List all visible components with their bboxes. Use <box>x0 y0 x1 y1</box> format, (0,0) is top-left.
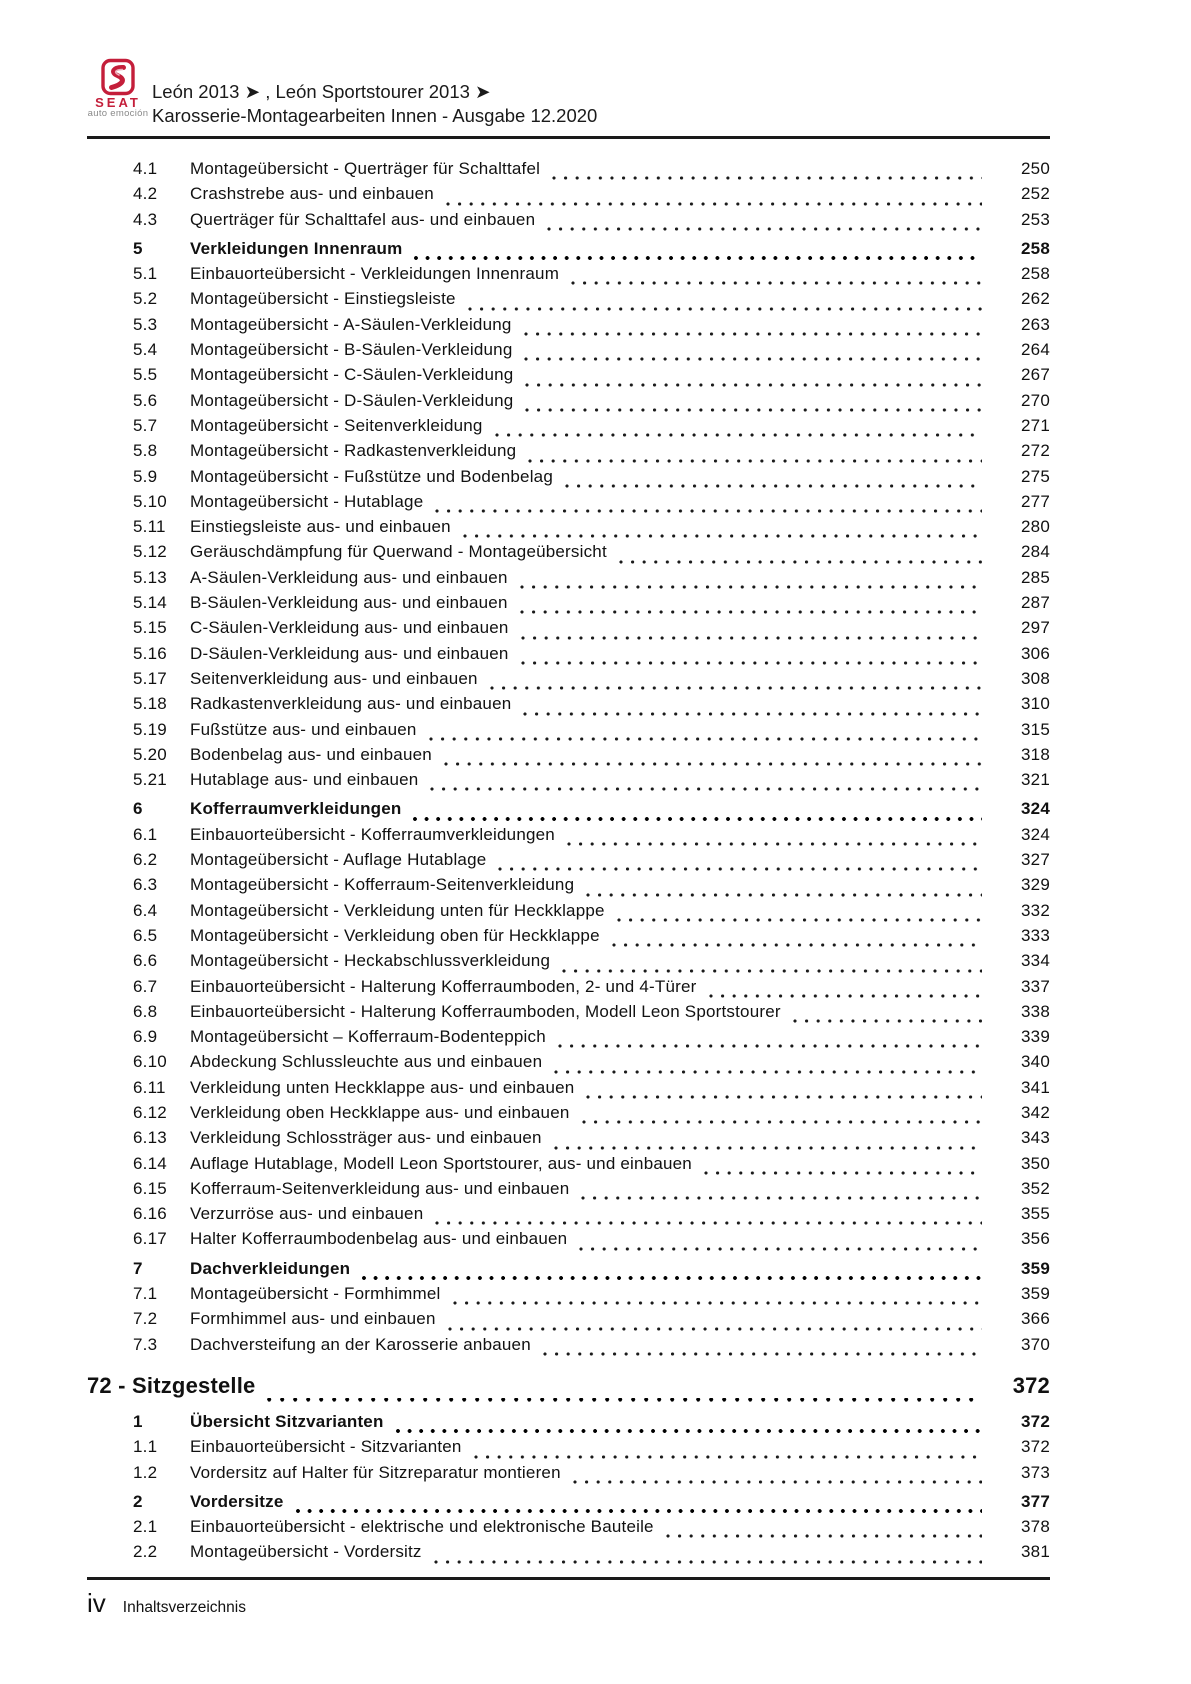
toc-entry-title: 72 - Sitzgestelle <box>87 1372 256 1398</box>
toc-row[interactable] <box>87 416 1050 441</box>
toc-entry-number: 5.13 <box>133 567 167 587</box>
toc-entry-page: 356 <box>992 1229 1050 1684</box>
toc-row[interactable] <box>87 1204 1050 1229</box>
toc-row[interactable] <box>87 1078 1050 1103</box>
toc-entry-title: Bodenbelag aus- und einbauen <box>190 744 432 764</box>
toc-entry-number: 6 <box>133 799 143 819</box>
dot-leader <box>528 459 982 463</box>
dot-leader <box>296 1509 982 1513</box>
toc-entry-page: 332 <box>992 901 1050 1684</box>
dot-leader <box>543 1352 982 1356</box>
toc-entry-title: Verkleidung oben Heckklappe aus- und einbauen <box>190 1102 570 1122</box>
toc-row[interactable] <box>87 517 1050 542</box>
toc-entry-number: 5.14 <box>133 593 167 613</box>
dot-leader <box>267 1398 976 1402</box>
toc-row[interactable] <box>87 1542 1050 1567</box>
toc-entry-page: 333 <box>992 926 1050 1684</box>
toc-entry-page: 377 <box>992 1492 1050 1684</box>
toc-row[interactable] <box>87 340 1050 365</box>
toc-entry-page: 263 <box>992 315 1050 1684</box>
dot-leader <box>619 560 982 564</box>
toc-row[interactable] <box>87 239 1050 264</box>
dot-leader <box>523 712 982 716</box>
dot-leader <box>414 256 982 260</box>
toc-entry-title: Montageübersicht - Auflage Hutablage <box>190 850 487 870</box>
toc-entry-title: Verkleidung Schlossträger aus- und einbauen <box>190 1128 542 1148</box>
toc-entry-title: D-Säulen-Verkleidung aus- und einbauen <box>190 643 509 663</box>
toc-entry-title: Montageübersicht - C-Säulen-Verkleidung <box>190 365 514 385</box>
toc-row[interactable] <box>87 1229 1050 1254</box>
toc-entry-page: 275 <box>992 467 1050 1684</box>
toc-entry-page: 338 <box>992 1002 1050 1684</box>
toc-entry-number: 6.7 <box>133 976 158 996</box>
toc-entry-title: Fußstütze aus- und einbauen <box>190 719 417 739</box>
toc-entry-number: 6.17 <box>133 1229 167 1249</box>
toc-row[interactable] <box>87 568 1050 593</box>
toc-entry-title: Einbauorteübersicht - Kofferraumverkleidungen <box>190 824 555 844</box>
toc-row[interactable] <box>87 1437 1050 1462</box>
toc-entry-title: Montageübersicht - Querträger für Schalttafel <box>190 159 541 178</box>
toc-entry-title: Verkleidung unten Heckklappe aus- und einbauen <box>190 1077 575 1097</box>
toc-entry-page: 373 <box>992 1463 1050 1684</box>
toc-entry-title: Montageübersicht - B-Säulen-Verkleidung <box>190 340 513 360</box>
toc-entry-title: Montageübersicht - Formhimmel <box>190 1284 441 1304</box>
dot-leader <box>453 1301 983 1305</box>
toc-row[interactable] <box>87 1412 1050 1437</box>
toc-entry-number: 5.2 <box>133 289 158 309</box>
toc-row[interactable] <box>87 1103 1050 1128</box>
dot-leader <box>463 534 982 538</box>
toc-row[interactable] <box>87 467 1050 492</box>
toc-entry-title: C-Säulen-Verkleidung aus- und einbauen <box>190 618 509 638</box>
dot-leader <box>582 1120 983 1124</box>
toc-entry-number: 6.11 <box>133 1077 166 1097</box>
toc-entry-page: 264 <box>992 340 1050 1684</box>
toc-entry-title: Geräuschdämpfung für Querwand - Montageübersicht <box>190 542 607 562</box>
toc-entry-title: Einbauorteübersicht - Sitzvarianten <box>190 1437 462 1457</box>
toc-entry-number: 6.13 <box>133 1128 167 1148</box>
toc-entry-title: Einbauorteübersicht - Verkleidungen Innenraum <box>190 264 560 284</box>
toc-entry-title: Montageübersicht - Fußstütze und Bodenbelag <box>190 466 553 486</box>
toc-entry-number: 2 <box>133 1491 143 1511</box>
dot-leader <box>520 610 982 614</box>
toc-entry-number: 5.10 <box>133 491 167 511</box>
dot-leader <box>793 1019 982 1023</box>
dot-leader <box>666 1534 982 1538</box>
dot-leader <box>552 176 982 180</box>
toc-entry-title: Formhimmel aus- und einbauen <box>190 1309 436 1329</box>
toc-entry-number: 6.16 <box>133 1204 167 1224</box>
toc-row[interactable] <box>87 850 1050 875</box>
toc-entry-page: 252 <box>992 184 1050 1684</box>
toc-entry-page: 359 <box>992 1284 1050 1684</box>
toc-row[interactable] <box>87 1373 1050 1407</box>
toc-entry-title: Radkastenverkleidung aus- und einbauen <box>190 694 512 714</box>
toc-entry-page: 253 <box>992 210 1050 1684</box>
seat-slogan: auto emoción <box>87 108 149 119</box>
toc-entry-page: 270 <box>992 391 1050 1684</box>
dot-leader <box>520 585 982 589</box>
toc-entry-page: 381 <box>992 1542 1050 1684</box>
toc-entry-title: Montageübersicht - Hutablage <box>190 491 424 511</box>
toc-entry-page: 306 <box>992 644 1050 1684</box>
dot-leader <box>565 484 982 488</box>
toc-entry-number: 1.2 <box>133 1462 158 1482</box>
footer-label: Inhaltsverzeichnis <box>122 1599 246 1616</box>
toc-entry-page: 271 <box>992 416 1050 1684</box>
dot-leader <box>490 686 982 690</box>
toc-entry-page: 372 <box>992 1412 1050 1684</box>
toc-entry-number: 1 <box>133 1411 143 1431</box>
toc-entry-page: 339 <box>992 1027 1050 1684</box>
toc-entry-title: Halter Kofferraumbodenbelag aus- und einbauen <box>190 1229 568 1249</box>
toc-entry-page: 308 <box>992 669 1050 1684</box>
toc-entry-number: 5.3 <box>133 314 158 334</box>
dot-leader <box>573 1480 982 1484</box>
toc-row[interactable] <box>87 1463 1050 1488</box>
toc-entry-page: 372 <box>986 1373 1050 1684</box>
toc-row[interactable] <box>87 1154 1050 1179</box>
header-title-models: León 2013 ➤ , León Sportstourer 2013 ➤ <box>152 81 491 102</box>
toc-entry-number: 4.1 <box>133 159 158 178</box>
toc-row[interactable] <box>87 644 1050 669</box>
toc-row[interactable] <box>87 1284 1050 1309</box>
toc-entry-page: 284 <box>992 542 1050 1684</box>
header-divider <box>87 136 1050 139</box>
toc-entry-number: 4.3 <box>133 209 158 229</box>
toc-entry-number: 6.3 <box>133 875 158 895</box>
toc-entry-title: Kofferraumverkleidungen <box>190 799 402 819</box>
toc-entry-number: 6.9 <box>133 1027 158 1047</box>
toc-entry-number: 4.2 <box>133 184 158 204</box>
toc-row[interactable] <box>87 901 1050 926</box>
toc-entry-title: Montageübersicht - Verkleidung unten für Heckklappe <box>190 900 605 920</box>
toc-row[interactable] <box>87 1027 1050 1052</box>
toc-entry-title: Auflage Hutablage, Modell Leon Sportstourer, aus- und einbauen <box>190 1153 692 1173</box>
toc-entry-title: Verkleidungen Innenraum <box>190 238 403 258</box>
toc-entry-title: A-Säulen-Verkleidung aus- und einbauen <box>190 567 508 587</box>
toc-entry-page: 267 <box>992 365 1050 1684</box>
toc-entry-page: 297 <box>992 618 1050 1684</box>
toc-row[interactable] <box>87 315 1050 340</box>
toc-row[interactable] <box>87 441 1050 466</box>
toc-entry-number: 6.5 <box>133 925 158 945</box>
toc-entry-number: 7.2 <box>133 1309 158 1329</box>
seat-wordmark: SEAT <box>95 95 141 110</box>
toc-entry-page: 287 <box>992 593 1050 1684</box>
toc-row[interactable] <box>87 1309 1050 1334</box>
toc-entry-number: 6.6 <box>133 951 158 971</box>
toc-entry-number: 6.8 <box>133 1001 158 1021</box>
toc-entry-number: 1.1 <box>133 1437 158 1457</box>
toc-entry-title: Abdeckung Schlussleuchte aus und einbauen <box>190 1052 543 1072</box>
toc-entry-title: Montageübersicht – Kofferraum-Bodenteppich <box>190 1027 546 1047</box>
toc-entry-page: 359 <box>992 1259 1050 1684</box>
toc-entry-page: 355 <box>992 1204 1050 1684</box>
toc-entry-number: 5.5 <box>133 365 158 385</box>
toc-entry-page: 310 <box>992 694 1050 1684</box>
toc-entry-number: 5.15 <box>133 618 167 638</box>
toc-row[interactable] <box>87 745 1050 770</box>
toc-row[interactable] <box>87 1179 1050 1204</box>
toc-entry-number: 2.2 <box>133 1542 158 1562</box>
toc-entry-title: Montageübersicht - Kofferraum-Seitenverkleidung <box>190 875 575 895</box>
dot-leader <box>524 357 982 361</box>
dot-leader <box>547 227 982 231</box>
toc-entry-title: Montageübersicht - Einstiegsleiste <box>190 289 456 309</box>
toc-entry-title: Seitenverkleidung aus- und einbauen <box>190 668 478 688</box>
toc-row[interactable] <box>87 1259 1050 1284</box>
dot-leader <box>446 202 982 206</box>
toc-entry-number: 5.16 <box>133 643 167 663</box>
toc-row[interactable] <box>87 618 1050 643</box>
toc-entry-number: 5.21 <box>133 770 167 790</box>
toc-entry-title: Verzurröse aus- und einbauen <box>190 1204 424 1224</box>
toc-entry-number: 7.3 <box>133 1334 158 1354</box>
dot-leader <box>567 842 982 846</box>
dot-leader <box>430 787 982 791</box>
dot-leader <box>524 332 982 336</box>
toc-entry-title: Querträger für Schalttafel aus- und einbauen <box>190 209 536 229</box>
toc-row[interactable] <box>87 210 1050 235</box>
dot-leader <box>562 969 982 973</box>
toc-entry-page: 337 <box>992 977 1050 1684</box>
dot-leader <box>434 1560 982 1564</box>
dot-leader <box>709 994 982 998</box>
toc-entry-title: Dachverkleidungen <box>190 1258 351 1278</box>
toc-entry-number: 6.4 <box>133 900 158 920</box>
toc-entry-page: 340 <box>992 1052 1050 1684</box>
toc-row[interactable] <box>87 264 1050 289</box>
toc-entry-number: 6.2 <box>133 850 158 870</box>
toc-entry-page: 324 <box>992 825 1050 1684</box>
toc-entry-page: 324 <box>992 799 1050 1684</box>
toc-entry-page: 258 <box>992 239 1050 1684</box>
toc-entry-title: Montageübersicht - Seitenverkleidung <box>190 415 483 435</box>
toc-entry-number: 7 <box>133 1258 143 1278</box>
toc-entry-title: Vordersitz auf Halter für Sitzreparatur montieren <box>190 1462 561 1482</box>
toc-entry-number: 5.6 <box>133 390 158 410</box>
dot-leader <box>579 1247 982 1251</box>
toc-row[interactable] <box>87 799 1050 824</box>
toc-row[interactable] <box>87 1492 1050 1517</box>
toc-entry-page: 366 <box>992 1309 1050 1684</box>
toc-entry-title: Crashstrebe aus- und einbauen <box>190 184 434 204</box>
toc-entry-number: 5.1 <box>133 264 158 284</box>
dot-leader <box>558 1044 982 1048</box>
toc-entry-title: Dachversteifung an der Karosserie anbauen <box>190 1334 531 1354</box>
toc-entry-page: 378 <box>992 1517 1050 1684</box>
toc-entry-page: 343 <box>992 1128 1050 1684</box>
dot-leader <box>554 1070 982 1074</box>
toc-row[interactable] <box>87 669 1050 694</box>
toc-entry-number: 6.1 <box>133 824 158 844</box>
toc-entry-title: Montageübersicht - Heckabschlussverkleidung <box>190 951 551 971</box>
header-title-manual: Karosserie-Montagearbeiten Innen - Ausgabe 12.2020 <box>152 105 598 126</box>
toc-entry-number: 5.20 <box>133 744 167 764</box>
toc-entry-number: 5.11 <box>133 517 166 537</box>
toc-row[interactable] <box>87 1335 1050 1360</box>
toc-row[interactable] <box>87 977 1050 1002</box>
toc-entry-number: 5.9 <box>133 466 158 486</box>
toc-entry-number: 6.12 <box>133 1102 167 1122</box>
toc-entry-title: Montageübersicht - D-Säulen-Verkleidung <box>190 390 514 410</box>
dot-leader <box>362 1276 982 1280</box>
toc-row[interactable] <box>87 951 1050 976</box>
dot-leader <box>468 307 982 311</box>
dot-leader <box>612 943 982 947</box>
toc-entry-title: Vordersitze <box>190 1491 284 1511</box>
toc-entry-title: Montageübersicht - Vordersitz <box>190 1542 422 1562</box>
dot-leader <box>581 1196 982 1200</box>
toc-row[interactable] <box>87 289 1050 314</box>
dot-leader <box>396 1429 982 1433</box>
toc-entry-title: Kofferraum-Seitenverkleidung aus- und einbauen <box>190 1178 570 1198</box>
toc-entry-number: 6.10 <box>133 1052 167 1072</box>
toc-entry-title: Hutablage aus- und einbauen <box>190 770 419 790</box>
toc-entry-page: 370 <box>992 1335 1050 1684</box>
toc-entry-number: 2.1 <box>133 1517 158 1537</box>
toc-entry-number: 5.19 <box>133 719 167 739</box>
toc-entry-page: 285 <box>992 568 1050 1684</box>
dot-leader <box>586 893 982 897</box>
toc-entry-number: 5.18 <box>133 694 167 714</box>
toc-row[interactable] <box>87 926 1050 951</box>
toc-entry-title: B-Säulen-Verkleidung aus- und einbauen <box>190 593 508 613</box>
page-footer <box>87 1590 246 1617</box>
dot-leader <box>474 1455 982 1459</box>
toc-entry-number: 5.7 <box>133 415 158 435</box>
toc-row[interactable] <box>87 720 1050 745</box>
toc-entry-page: 258 <box>992 264 1050 1684</box>
toc-row[interactable] <box>87 1052 1050 1077</box>
dot-leader <box>521 636 982 640</box>
dot-leader <box>495 433 982 437</box>
dot-leader <box>413 817 982 821</box>
dot-leader <box>704 1171 982 1175</box>
toc-entry-page: 262 <box>992 289 1050 1684</box>
toc-entry-page: 315 <box>992 720 1050 1684</box>
seat-s-badge-icon <box>101 58 135 96</box>
toc-entry-page: 329 <box>992 875 1050 1684</box>
toc-entry-number: 5.12 <box>133 542 167 562</box>
toc-entry-title: Einstiegsleiste aus- und einbauen <box>190 517 451 537</box>
toc-entry-page: 277 <box>992 492 1050 1684</box>
toc-row[interactable] <box>87 1517 1050 1542</box>
dot-leader <box>435 1221 982 1225</box>
dot-leader <box>617 918 982 922</box>
dot-leader <box>429 737 982 741</box>
seat-logo <box>87 58 149 119</box>
toc-entry-page: 372 <box>992 1437 1050 1684</box>
toc-row[interactable] <box>87 365 1050 390</box>
toc-entry-number: 5.17 <box>133 668 167 688</box>
toc-row[interactable] <box>87 593 1050 618</box>
toc-entry-title: Einbauorteübersicht - Halterung Kofferraumboden, Modell Leon Sportstourer <box>190 1001 781 1021</box>
toc-entry-page: 250 <box>992 159 1050 1684</box>
dot-leader <box>571 281 982 285</box>
toc-entry-page: 341 <box>992 1078 1050 1684</box>
dot-leader <box>525 383 982 387</box>
footer-page-number: iv <box>87 1588 106 1618</box>
toc-row[interactable] <box>87 694 1050 719</box>
dot-leader <box>498 867 982 871</box>
dot-leader <box>521 661 982 665</box>
toc-row[interactable] <box>87 492 1050 517</box>
toc-entry-number: 6.15 <box>133 1178 167 1198</box>
toc-entry-page: 280 <box>992 517 1050 1684</box>
toc-row[interactable] <box>87 1128 1050 1153</box>
toc-entry-page: 350 <box>992 1154 1050 1684</box>
footer-divider <box>87 1577 1050 1580</box>
toc-entry-number: 5.4 <box>133 340 158 360</box>
dot-leader <box>444 762 982 766</box>
toc-row[interactable] <box>87 159 1050 184</box>
toc-entry-number: 6.14 <box>133 1153 167 1173</box>
toc-entry-page: 334 <box>992 951 1050 1684</box>
dot-leader <box>586 1095 982 1099</box>
dot-leader <box>448 1327 982 1331</box>
toc-entry-title: Einbauorteübersicht - elektrische und elektronische Bauteile <box>190 1517 654 1537</box>
toc-entry-title: Montageübersicht - A-Säulen-Verkleidung <box>190 314 512 334</box>
toc-entry-title: Einbauorteübersicht - Halterung Kofferraumboden, 2- und 4-Türer <box>190 976 697 996</box>
toc-row[interactable] <box>87 542 1050 567</box>
toc-entry-page: 318 <box>992 745 1050 1684</box>
dot-leader <box>554 1146 982 1150</box>
toc-row[interactable] <box>87 391 1050 416</box>
toc-entry-page: 352 <box>992 1179 1050 1684</box>
toc-row[interactable] <box>87 875 1050 900</box>
toc-row[interactable] <box>87 770 1050 795</box>
toc-row[interactable] <box>87 184 1050 209</box>
toc-entry-page: 272 <box>992 441 1050 1684</box>
dot-leader <box>525 408 982 412</box>
table-of-contents <box>87 159 1050 1568</box>
toc-entry-number: 5 <box>133 238 143 258</box>
toc-entry-title: Montageübersicht - Verkleidung oben für Heckklappe <box>190 925 600 945</box>
toc-entry-page: 327 <box>992 850 1050 1684</box>
toc-entry-page: 321 <box>992 770 1050 1684</box>
dot-leader <box>435 509 982 513</box>
toc-row[interactable] <box>87 825 1050 850</box>
toc-entry-number: 7.1 <box>133 1284 158 1304</box>
toc-entry-page: 342 <box>992 1103 1050 1684</box>
toc-entry-number: 5.8 <box>133 441 158 461</box>
toc-entry-title: Übersicht Sitzvarianten <box>190 1411 384 1431</box>
toc-row[interactable] <box>87 1002 1050 1027</box>
toc-entry-title: Montageübersicht - Radkastenverkleidung <box>190 441 517 461</box>
header-titles <box>152 80 597 128</box>
